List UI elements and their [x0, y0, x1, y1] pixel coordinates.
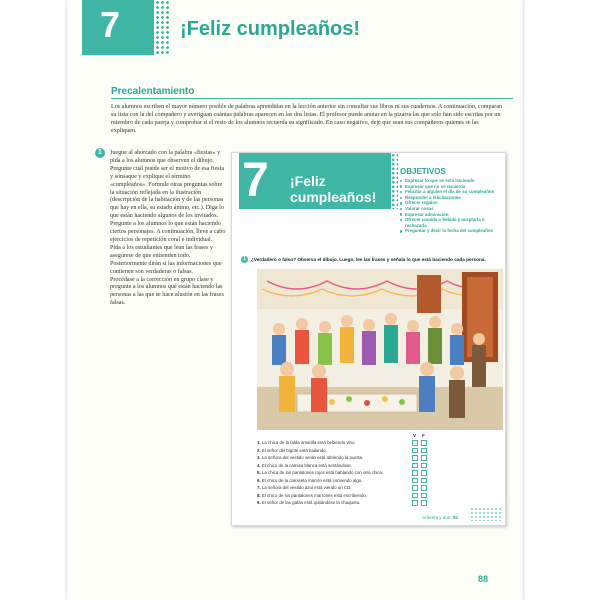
objectives-heading: OBJETIVOS: [400, 167, 446, 176]
false-checkbox[interactable]: [421, 493, 427, 499]
objective-item: Expresar lo que se está haciendo: [400, 178, 500, 184]
exercise-instruction: ¿Verdadero o falso? Observa el dibujo. Luego, lee las frases y señala lo que está haciendo cada persona.: [251, 257, 486, 262]
true-checkbox[interactable]: [412, 500, 418, 506]
statement-text: El señor del bigote está bailando.: [261, 447, 327, 453]
true-checkbox[interactable]: [412, 485, 418, 491]
statement-row: [257, 448, 417, 453]
step-number-badge: 1: [95, 148, 105, 158]
statement-row: [257, 500, 417, 505]
true-checkbox[interactable]: [412, 470, 418, 476]
true-checkbox[interactable]: [412, 448, 418, 454]
false-checkbox[interactable]: [421, 478, 427, 484]
statement-number: 1.: [257, 440, 261, 445]
statement-text: El chico de los pantalones marrones está escribiendo.: [261, 492, 368, 498]
step-paragraph: Procédase a la corrección en grupo clase y pregunte a los alumnos qué están haciendo las personas a las que se hace alusión en las frases falsas.: [110, 276, 224, 307]
statement-text: El chico de la camisa blanca está sentándose.: [261, 462, 352, 468]
party-illustration: [257, 269, 503, 430]
book-chapter-number: 7: [242, 154, 269, 207]
statement-number: 2.: [257, 447, 261, 453]
objectives-list: [400, 178, 500, 234]
statement-number: 7.: [257, 485, 261, 490]
true-checkbox[interactable]: [412, 493, 418, 499]
statement-row: [257, 463, 417, 468]
statement-number: 3.: [257, 455, 261, 460]
step-instructions: [110, 150, 226, 308]
step-paragraph: Pida a los estudiantes que lean las frases y asegúrese de que entienden todo. Posteriormente dirán si las informaciones que contienen son verdaderas o falsas.: [110, 244, 222, 275]
true-checkbox[interactable]: [412, 478, 418, 484]
chapter-title: ¡Feliz cumpleaños!: [180, 18, 361, 40]
false-checkbox[interactable]: [421, 485, 427, 491]
book-page-footer: [422, 515, 458, 520]
false-checkbox[interactable]: [421, 463, 427, 469]
false-checkbox[interactable]: [421, 440, 427, 446]
false-checkbox[interactable]: [421, 455, 427, 461]
statement-number: 4.: [257, 462, 261, 468]
false-column-label: F: [422, 433, 425, 438]
statement-row: [257, 493, 417, 498]
statement-row: [257, 478, 417, 483]
exercise-number-badge: 1: [241, 256, 248, 263]
step-paragraph: Juegue al ahorcado con la palabra «fiestas» y pida a los alumnos que observen el dibujo. Pregunte cuál puede ser el motivo de esa fiesta y sonsaque y explique el término «cumpleaños». Formule otras preguntas sobre la situación reflejada en la ilustración (descripción de la habitación y de las personas que hay en ella, su estado ánimo, etc.). Diga lo que están haciendo algunos de los invitados. Pregunte a los alumnos lo que están haciendo ciertos personajes. A continuación, lleve a cabo ejercicios de repetición coral e individual.: [110, 150, 226, 243]
book-page-number: 82: [453, 515, 459, 520]
warmup-divider: [111, 98, 513, 99]
statement-number: 6.: [257, 477, 261, 483]
objective-item: Expresar admiración: [400, 212, 500, 218]
true-column-label: V: [413, 433, 417, 438]
statement-row: [257, 470, 417, 475]
objective-item: Ofrecer regalos: [400, 200, 500, 206]
true-checkbox[interactable]: [412, 463, 418, 469]
statement-text: La señora del vestido verde está abriendo la puerta.: [261, 455, 364, 460]
statement-text: La chica de los pantalones rojos está hablando con otra chica.: [261, 470, 384, 475]
false-checkbox[interactable]: [421, 500, 427, 506]
objective-item: Felicitar a alguien el día de su cumpleaños: [400, 189, 500, 195]
statement-row: [257, 455, 417, 460]
objective-item: Responder a felicitaciones: [400, 195, 500, 201]
student-book-page: [231, 152, 506, 526]
footer-halftone-decoration: [470, 507, 503, 521]
book-chapter-title: ¡Feliz cumpleaños!: [290, 173, 377, 205]
book-page-word: ochenta y dos: [422, 515, 451, 520]
statement-row: [257, 485, 417, 490]
chapter-number: 7: [100, 4, 121, 45]
halftone-decoration: [150, 0, 170, 55]
true-checkbox[interactable]: [412, 440, 418, 446]
statement-number: 8.: [257, 492, 261, 498]
objective-item: Preguntar y decir la fecha del cumpleaños: [400, 228, 500, 234]
warmup-text: Los alumnos escriben el mayor número posible de palabras aprendidas en la lección anterior sin consultar sus libros ni sus cuadernos. A continuación, comparan su lista con la del compañero y averiguan cuántas palabras aparecen en las dos listas. El profesor puede anotar en la pizarra las que solo han sido escritas por un miembro de cada pareja y comprobar si el resto de los alumnos recuerda su significado. En caso negativo, deje que sean sus compañeros quienes se las expliquen.: [111, 104, 503, 134]
party-scene-drawing: [257, 269, 503, 430]
statement-text: La señora del vestido azul está viendo un CD.: [261, 485, 352, 490]
objective-item: Ofrecer comida o bebida y aceptarla o rechazarla: [400, 217, 500, 228]
statement-row: [257, 440, 417, 445]
objective-item: Expresar que no se recuerda: [400, 184, 500, 190]
objective-item: Valorar cosas: [400, 206, 500, 212]
statement-text: El chico de la camiseta marrón está comiendo algo.: [261, 477, 363, 483]
false-checkbox[interactable]: [421, 448, 427, 454]
page-number: 88: [478, 574, 489, 584]
statement-text: El señor de las gafas está quitándose la chaqueta.: [261, 500, 361, 505]
statement-number: 9.: [257, 500, 261, 505]
statement-text: La chica de la falda amarilla está bebiendo vino.: [261, 440, 356, 445]
false-checkbox[interactable]: [421, 470, 427, 476]
warmup-heading: Precalentamiento: [111, 86, 195, 97]
true-checkbox[interactable]: [412, 455, 418, 461]
statement-number: 5.: [257, 470, 261, 475]
